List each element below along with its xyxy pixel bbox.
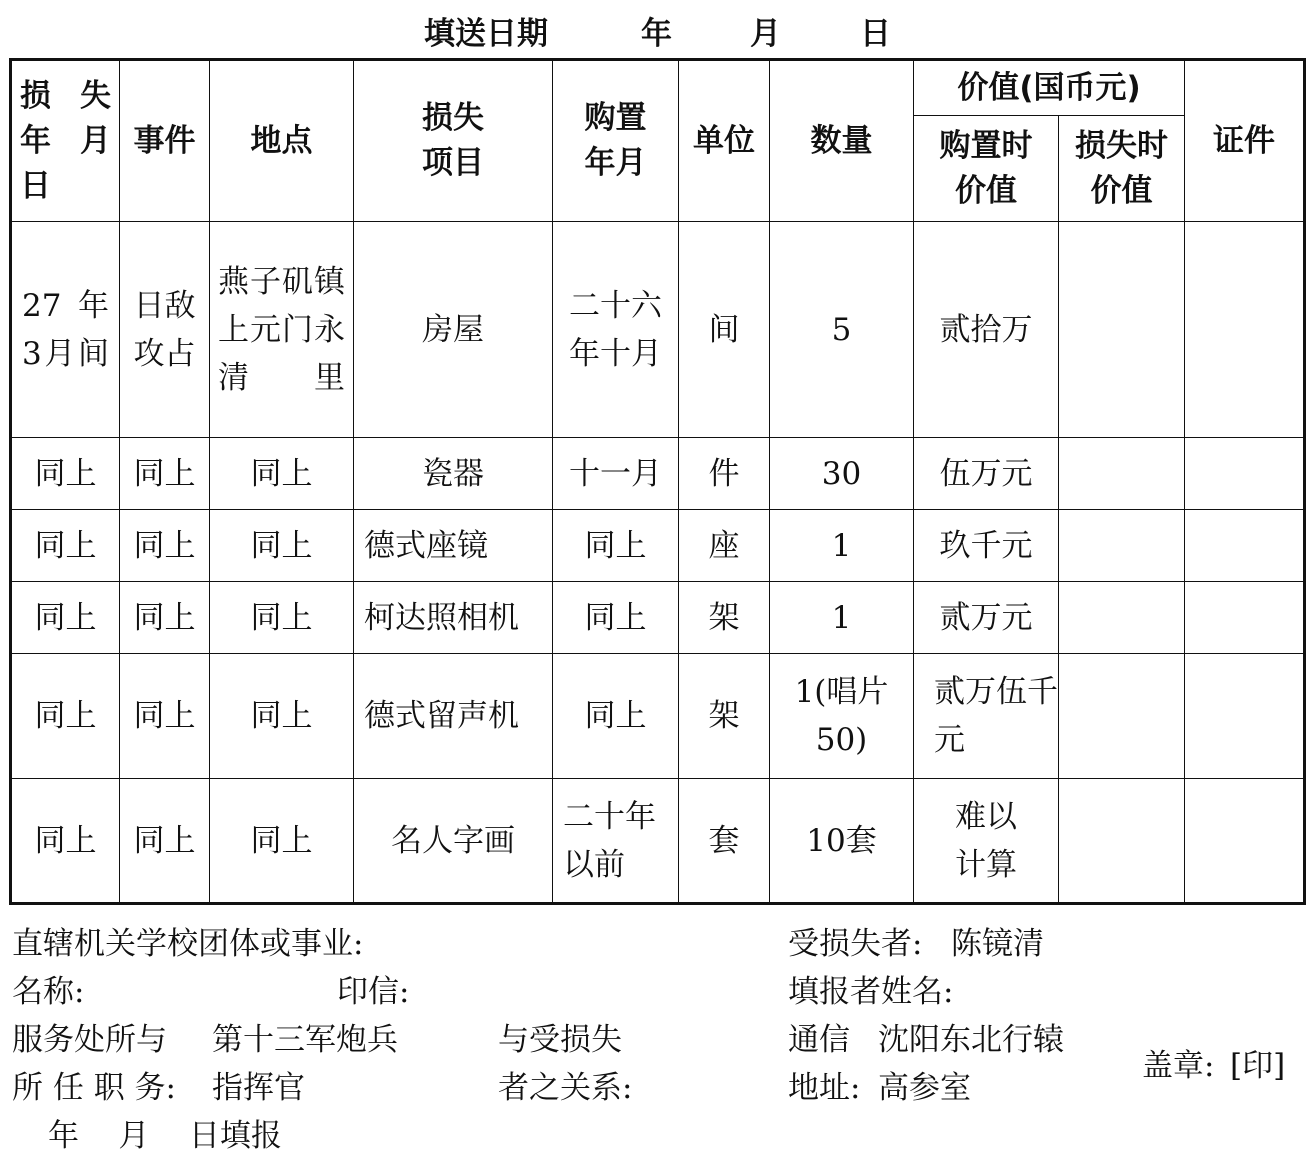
- cell-item: 德式留声机: [354, 654, 553, 779]
- reporter-label: 填报者姓名:: [788, 974, 954, 1010]
- cell-unit: 套: [679, 779, 770, 904]
- header-unit: 单位: [679, 60, 770, 222]
- stamp-value: [印]: [1230, 1048, 1286, 1084]
- victim-label: 受损失者:: [788, 926, 923, 962]
- cell-unit: 件: [679, 438, 770, 510]
- table-row: [11, 779, 1305, 904]
- header-value-at-purchase: 购置时价值: [914, 116, 1059, 222]
- seal-label: 印信:: [337, 974, 410, 1010]
- cell-quantity: 5: [770, 222, 914, 438]
- cell-item: 房屋: [354, 222, 553, 438]
- header-year: 年: [641, 16, 672, 52]
- cell-purchase-date: 十一月: [553, 438, 679, 510]
- header-day: 日: [860, 16, 891, 52]
- cell-purchase-date: 二十六年十月: [553, 222, 679, 438]
- cell-event: 同上: [120, 779, 210, 904]
- table-row: [11, 438, 1305, 510]
- cell-value-at-purchase: 贰万伍千元: [914, 654, 1059, 779]
- cell-place: 同上: [210, 582, 354, 654]
- relation-label-1: 与受损失: [498, 1022, 622, 1058]
- org-line-1: 直辖机关学校团体或事业:: [12, 926, 364, 962]
- org-name-label: 名称:: [12, 974, 85, 1010]
- cell-event: 同上: [120, 510, 210, 582]
- cell-value-at-loss: [1059, 654, 1185, 779]
- table-row: [11, 582, 1305, 654]
- header-loss-date: 损失年月日: [11, 60, 120, 222]
- cell-event: 同上: [120, 654, 210, 779]
- cell-quantity: 30: [770, 438, 914, 510]
- cell-place: 同上: [210, 779, 354, 904]
- cell-value-at-loss: [1059, 438, 1185, 510]
- cell-quantity: 1(唱片50): [770, 654, 914, 779]
- report-date-line: 年 月 日填报: [48, 1118, 282, 1154]
- cell-value-at-loss: [1059, 222, 1185, 438]
- cell-unit: 架: [679, 582, 770, 654]
- cell-loss-date: 同上: [11, 510, 120, 582]
- cell-quantity: 1: [770, 510, 914, 582]
- form-date-header: [0, 8, 1314, 52]
- contact-value: 沈阳东北行辕: [878, 1022, 1064, 1058]
- cell-value-at-purchase: 贰拾万: [914, 222, 1059, 438]
- cell-evidence: [1185, 582, 1305, 654]
- table-row: [11, 654, 1305, 779]
- cell-evidence: [1185, 510, 1305, 582]
- cell-loss-date: 同上: [11, 582, 120, 654]
- cell-loss-date: 27年3月间: [11, 222, 120, 438]
- header-evidence: 证件: [1185, 60, 1305, 222]
- contact-label: 通信: [788, 1022, 850, 1058]
- cell-value-at-loss: [1059, 510, 1185, 582]
- header-value-group: 价值(国币元): [914, 60, 1185, 116]
- header-purchase-date: 购置年月: [553, 60, 679, 222]
- cell-place: 燕子矶镇上元门永清里: [210, 222, 354, 438]
- cell-place: 同上: [210, 654, 354, 779]
- cell-quantity: 10套: [770, 779, 914, 904]
- cell-evidence: [1185, 779, 1305, 904]
- cell-item: 瓷器: [354, 438, 553, 510]
- cell-value-at-loss: [1059, 582, 1185, 654]
- cell-place: 同上: [210, 510, 354, 582]
- cell-value-at-loss: [1059, 779, 1185, 904]
- cell-item: 德式座镜: [354, 510, 553, 582]
- relation-label-2: 者之关系:: [498, 1070, 633, 1106]
- cell-unit: 架: [679, 654, 770, 779]
- cell-loss-date: 同上: [11, 654, 120, 779]
- stamp-label: 盖章:: [1142, 1048, 1215, 1084]
- post-role: 指挥官: [212, 1070, 305, 1106]
- cell-quantity: 1: [770, 582, 914, 654]
- address-value: 高参室: [878, 1070, 971, 1106]
- cell-item: 柯达照相机: [354, 582, 553, 654]
- post-label-2: 所 任 职 务:: [12, 1070, 177, 1106]
- header-quantity: 数量: [770, 60, 914, 222]
- cell-evidence: [1185, 654, 1305, 779]
- cell-value-at-purchase: 玖千元: [914, 510, 1059, 582]
- cell-value-at-purchase: 难以计算: [914, 779, 1059, 904]
- header-loss-item: 损失项目: [354, 60, 553, 222]
- cell-purchase-date: 二十年以前: [553, 779, 679, 904]
- header-event: 事件: [120, 60, 210, 222]
- cell-place: 同上: [210, 438, 354, 510]
- post-label-1: 服务处所与: [12, 1022, 167, 1058]
- cell-event: 同上: [120, 582, 210, 654]
- cell-evidence: [1185, 438, 1305, 510]
- post-value: 第十三军炮兵: [212, 1022, 398, 1058]
- cell-value-at-purchase: 伍万元: [914, 438, 1059, 510]
- header-place: 地点: [210, 60, 354, 222]
- cell-loss-date: 同上: [11, 779, 120, 904]
- cell-item: 名人字画: [354, 779, 553, 904]
- table-row: [11, 510, 1305, 582]
- victim-name: 陈镜清: [951, 926, 1044, 962]
- cell-unit: 座: [679, 510, 770, 582]
- header-value-at-loss: 损失时价值: [1059, 116, 1185, 222]
- cell-evidence: [1185, 222, 1305, 438]
- address-label: 地址:: [788, 1070, 861, 1106]
- cell-unit: 间: [679, 222, 770, 438]
- loss-report-table: [9, 58, 1306, 905]
- cell-purchase-date: 同上: [553, 582, 679, 654]
- cell-purchase-date: 同上: [553, 510, 679, 582]
- cell-value-at-purchase: 贰万元: [914, 582, 1059, 654]
- table-row: [11, 222, 1305, 438]
- header-month: 月: [750, 16, 781, 52]
- cell-event: 日敌攻占: [120, 222, 210, 438]
- cell-event: 同上: [120, 438, 210, 510]
- fill-date-label: 填送日期: [424, 16, 548, 52]
- cell-loss-date: 同上: [11, 438, 120, 510]
- cell-purchase-date: 同上: [553, 654, 679, 779]
